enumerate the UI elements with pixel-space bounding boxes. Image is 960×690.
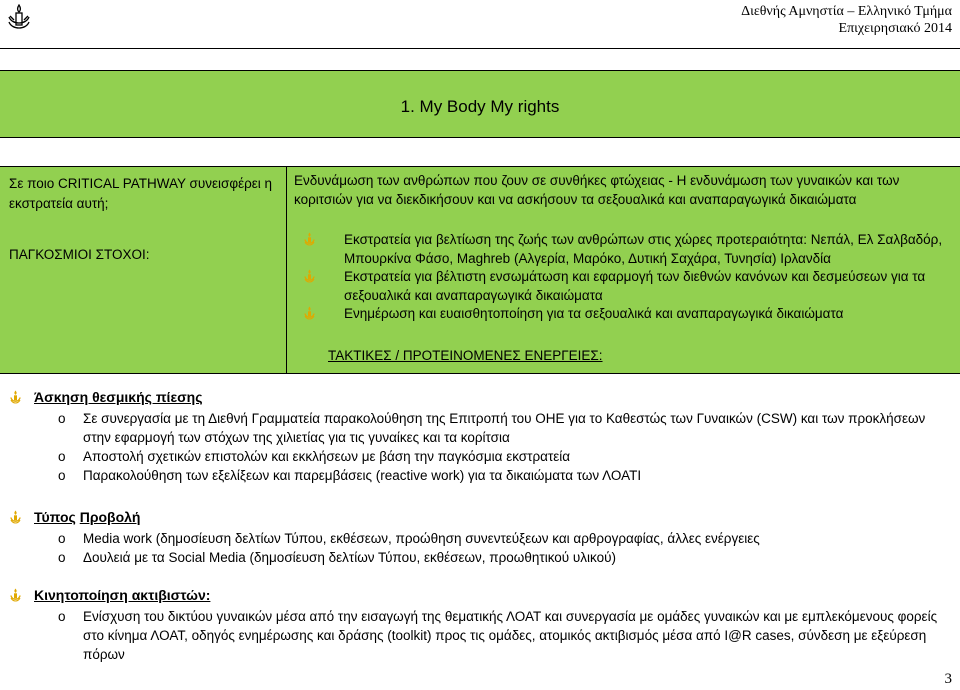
campaign-title: 1. My Body My rights: [400, 97, 560, 116]
item-text: Σε συνεργασία με τη Διεθνή Γραμματεία παρακολούθηση της Επιτροπή του ΟΗΕ για το Καθεστώς των Γυναικών (CSW) και των προκλήσεων στην εφαρμογή των στόχων της χιλιετίας για τις γυναίκες και τα κορίτσια: [83, 411, 926, 445]
list-item: [10, 409, 950, 447]
list-item: [294, 268, 949, 305]
list-item: [294, 231, 949, 268]
amnesty-candle-logo-icon: [6, 3, 32, 33]
list-item: [294, 305, 949, 324]
section-heading: [10, 388, 950, 407]
candle-bullet-icon: [304, 269, 315, 283]
item-text: Δουλειά με τα Social Media (δημοσίευση δελτίων Τύπου, εκθέσεων, προωθητικού υλικού): [83, 550, 617, 565]
candle-bullet-icon: [10, 390, 21, 404]
list-item: [10, 548, 950, 567]
list-bullet: o: [58, 411, 66, 426]
column-divider: [286, 167, 287, 373]
item-text: Παρακολούθηση των εξελίξεων και παρεμβάσεις (reactive work) για τα δικαιώματα των ΛΟΑΤΙ: [83, 468, 642, 483]
goal-text: Εκστρατεία για βελτίωση της ζωής των ανθρώπων στις χώρες προτεραιότητα: Νεπάλ, Ελ Σαλβαδόρ, Μπουρκίνα Φάσο, Maghreb (Αλγερία, Μαρόκο, Δυτική Σαχάρα, Τυνησία) Ιρλανδία: [344, 232, 943, 266]
header-plan: Επιχειρησιακό 2014: [838, 21, 952, 36]
list-bullet: o: [58, 531, 66, 546]
document-header: [741, 3, 952, 37]
section-heading-press: Τύπος: [34, 509, 76, 525]
global-goals-label: ΠΑΓΚΟΣΜΙΟΙ ΣΤΟΧΟΙ:: [9, 247, 150, 262]
candle-bullet-icon: [304, 306, 315, 320]
list-item: [10, 466, 950, 485]
goals-list: [294, 231, 949, 324]
item-text: Αποστολή σχετικών επιστολών και εκκλήσεων με βάση την παγκόσμια εκστρατεία: [83, 449, 571, 464]
list-bullet: o: [58, 449, 66, 464]
header-divider: [0, 48, 960, 49]
candle-bullet-icon: [304, 232, 315, 246]
list-item: [10, 447, 950, 466]
list-bullet: o: [58, 468, 66, 483]
section-list: [10, 409, 950, 485]
campaign-title-band: [0, 70, 960, 138]
pathway-question: Σε ποιο CRITICAL PATHWAY συνεισφέρει η εκστρατεία αυτή;: [9, 176, 273, 211]
goal-text: Εκστρατεία για βέλτιστη ενσωμάτωση και εφαρμογή των διεθνών κανόνων και δεσμεύσεων για τα σεξουαλικά και αναπαραγωγικά δικαιώματα: [344, 269, 926, 303]
goal-text: Ενημέρωση και ευαισθητοποίηση για τα σεξουαλικά και αναπαραγωγικά δικαιώματα: [344, 306, 844, 321]
list-item: [10, 529, 950, 548]
section-heading-text: Κινητοποίηση ακτιβιστών:: [34, 587, 211, 603]
header-organization: Διεθνής Αμνηστία – Ελληνικό Τμήμα: [741, 4, 952, 19]
pathway-table-row: [0, 166, 960, 374]
section-activism: [10, 586, 950, 664]
section-press: [10, 508, 950, 567]
section-heading: [10, 586, 950, 605]
item-text: Ενίσχυση του δικτύου γυναικών μέσα από την εισαγωγή της θεματικής ΛΟΑΤ και συνεργασία με ομάδες γυναικών και με εμπλεκόμενους φορείς στο κίνημα ΛΟΑΤ, οδηγός ενημέρωσης και δράσης (toolkit) προς τις ομάδες, ατομικός ακτιβισμός μέσα από I@R cases, σύνδεση με εξεύρεση πόρων: [83, 609, 938, 662]
section-lobbying: [10, 388, 950, 485]
list-bullet: o: [58, 550, 66, 565]
candle-bullet-icon: [10, 510, 21, 524]
section-list: [10, 607, 950, 664]
candle-bullet-icon: [10, 588, 21, 602]
list-bullet: o: [58, 609, 66, 624]
section-list: [10, 529, 950, 567]
list-item: [10, 607, 950, 664]
tactics-heading: ΤΑΚΤΙΚΕΣ / ΠΡΟΤΕΙΝΟΜΕΝΕΣ ΕΝΕΡΓΕΙΕΣ:: [328, 348, 603, 363]
section-heading: [10, 508, 950, 527]
section-heading-promotion: Προβολή: [79, 509, 141, 525]
section-heading-text: Άσκηση θεσμικής πίεσης: [34, 389, 203, 405]
page-number: 3: [944, 671, 952, 687]
pathway-intro: Ενδυνάμωση των ανθρώπων που ζουν σε συνθήκες φτώχειας - Η ενδυνάμωση των γυναικών και των κοριτσιών για να διεκδικήσουν και να ασκήσουν τα σεξουαλικά και αναπαραγωγικά δικαιώματα: [294, 173, 900, 207]
item-text: Media work (δημοσίευση δελτίων Τύπου, εκθέσεων, προώθηση συνεντεύξεων και αρθρογραφίας, άλλες ενέργειες: [83, 531, 760, 546]
